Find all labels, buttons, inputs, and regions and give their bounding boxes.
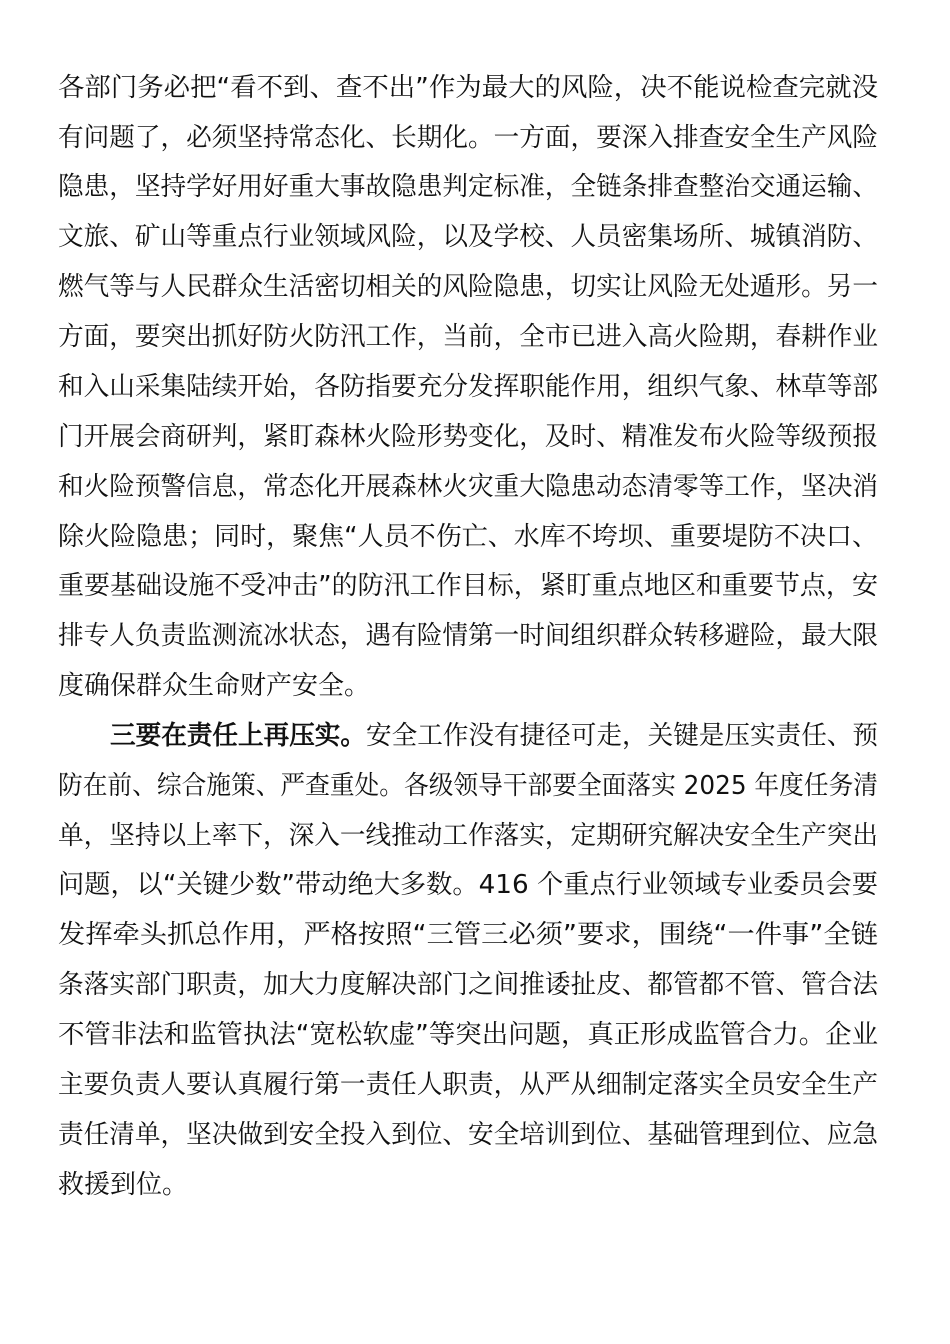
line-text: 条落实部门职责，加大力度解决部门之间推诿扯皮、都管都不管、管合法 (58, 970, 879, 1000)
line-text: 不管非法和监管执法“宽松软虚”等突出问题，真正形成监管合力。企业 (58, 1020, 879, 1050)
line-text: 方面，要突出抓好防火防汛工作，当前，全市已进入高火险期，春耕作业 (58, 322, 879, 352)
text-line (0, 860, 950, 910)
line-text: 和入山采集陆续开始，各防指要充分发挥职能作用，组织气象、林草等部 (58, 372, 879, 402)
line-text: 安全工作没有捷径可走，关键是压实责任、预 (366, 721, 879, 751)
text-line (0, 910, 950, 960)
line-text: 发挥牵头抓总作用，严格按照“三管三必须”要求，围绕“一件事”全链 (58, 920, 878, 950)
line-text: 单，坚持以上率下，深入一线推动工作落实，定期研究解决安全生产突出 (58, 821, 879, 851)
text-line (0, 661, 950, 711)
line-text: 文旅、矿山等重点行业领域风险，以及学校、人员密集场所、城镇消防、 (58, 222, 879, 252)
text-line (0, 761, 950, 811)
text-line (0, 312, 950, 362)
text-line (0, 561, 950, 611)
line-text: 重要基础设施不受冲击”的防汛工作目标，紧盯重点地区和重要节点，安 (58, 571, 878, 601)
text-line (0, 1060, 950, 1110)
text-line (0, 1010, 950, 1060)
line-text: 隐患，坚持学好用好重大事故隐患判定标准，全链条排查整治交通运输、 (58, 172, 879, 202)
line-text: 排专人负责监测流冰状态，遇有险情第一时间组织群众转移避险，最大限 (58, 621, 879, 651)
section-line (110, 711, 878, 761)
line-text: 和火险预警信息，常态化开展森林火灾重大隐患动态清零等工作，坚决消 (58, 472, 879, 502)
line-text: 度确保群众生命财产安全。 (58, 671, 371, 701)
text-line (0, 811, 950, 861)
text-line (0, 162, 950, 212)
line-text: 各部门务必把“看不到、查不出”作为最大的风险，决不能说检查完就没 (58, 73, 879, 103)
line-text: 门开展会商研判，紧盯森林火险形势变化，及时、精准发布火险等级预报 (58, 422, 879, 452)
text-line (0, 113, 950, 163)
line-text: 主要负责人要认真履行第一责任人职责，从严从细制定落实全员安全生产 (58, 1070, 879, 1100)
section-heading: 三要在责任上再压实。 (110, 721, 367, 751)
line-text: 责任清单，坚决做到安全投入到位、安全培训到位、基础管理到位、应急 (58, 1120, 879, 1150)
text-line (0, 1160, 950, 1210)
line-text: 救援到位。 (58, 1170, 189, 1200)
text-line (0, 1110, 950, 1160)
line-text: 燃气等与人民群众生活密切相关的风险隐患，切实让风险无处遁形。另一 (58, 272, 879, 302)
line-text: 除火险隐患；同时，聚焦“人员不伤亡、水库不垮坝、重要堤防不决口、 (58, 522, 878, 552)
text-line (0, 412, 950, 462)
text-line (0, 960, 950, 1010)
text-line (0, 512, 950, 562)
text-line (0, 462, 950, 512)
line-text: 防在前、综合施策、严查重处。各级领导干部要全面落实 2025 年度任务清 (58, 771, 878, 801)
line-text: 问题，以“关键少数”带动绝大多数。416 个重点行业领域专业委员会要 (58, 870, 878, 900)
line-text: 有问题了，必须坚持常态化、长期化。一方面，要深入排查安全生产风险 (58, 123, 879, 153)
text-line (0, 611, 950, 661)
text-line (0, 711, 950, 761)
text-line (0, 262, 950, 312)
text-line (0, 63, 950, 113)
text-line (0, 362, 950, 412)
text-line (0, 212, 950, 262)
